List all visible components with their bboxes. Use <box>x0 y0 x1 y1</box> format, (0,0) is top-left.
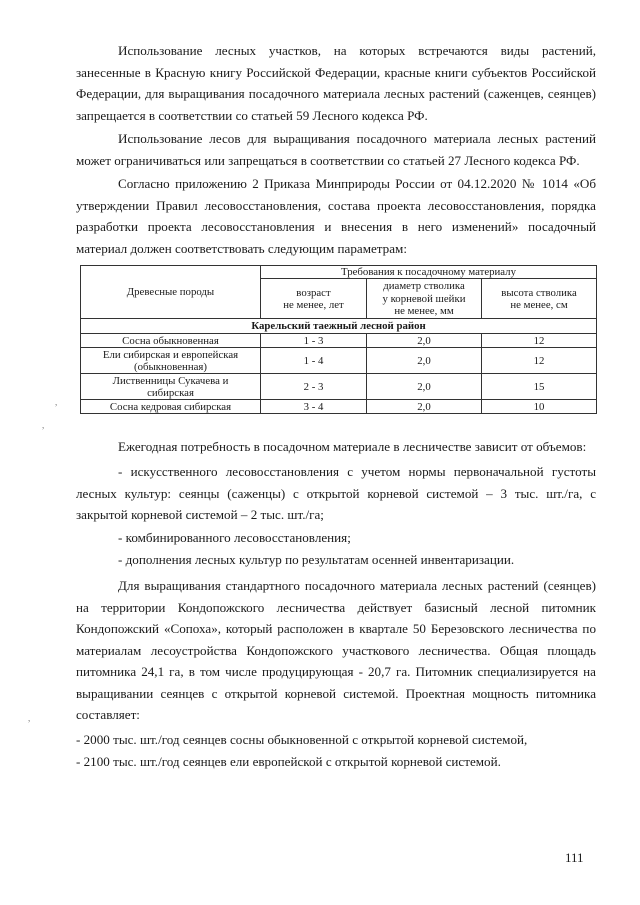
table-row <box>81 400 597 414</box>
table-row <box>81 348 597 374</box>
table-row <box>81 374 597 400</box>
paragraph-red-book: Использование лесных участков, на которых встречаются виды растений, занесенные в Красную книгу Российской Федерации, красные книги субъектов Российской Федерации, для выращивания посадочного материала лесных растений (саженцев, сеянцев) запрещается в соответствии со статьей 59 Лесного кодекса РФ. <box>76 43 596 123</box>
list-item-spruce-capacity: - 2100 тыс. шт./год сеянцев ели европейской с открытой корневой системой. <box>76 754 501 769</box>
diameter-cell: 2,0 <box>367 348 482 374</box>
list-item-pine-capacity: - 2000 тыс. шт./год сеянцев сосны обыкновенной с открытой корневой системой, <box>76 732 528 747</box>
species-cell: Лиственницы Сукачева и сибирская <box>81 374 261 400</box>
header-diameter: диаметр стволика у корневой шейки не менее, мм <box>367 279 482 319</box>
paragraph-annual-need: Ежегодная потребность в посадочном материале в лесничестве зависит от объемов: <box>118 439 587 454</box>
planting-material-requirements-table <box>80 265 597 414</box>
height-cell: 15 <box>482 374 597 400</box>
header-age: возраст не менее, лет <box>261 279 367 319</box>
table-row <box>81 334 597 348</box>
header-height: высота стволика не менее, см <box>482 279 597 319</box>
height-cell: 10 <box>482 400 597 414</box>
species-cell: Сосна обыкновенная <box>81 334 261 348</box>
paragraph-article-27: Использование лесов для выращивания посадочного материала лесных растений может ограничиваться или запрещаться в соответствии со статьей 27 Лесного кодекса РФ. <box>76 131 596 168</box>
species-cell: Ели сибирская и европейская (обыкновенная) <box>81 348 261 374</box>
paragraph-nursery: Для выращивания стандартного посадочного материала лесных растений (сеянцев) на территории Кондопожского лесничества действует базисный лесной питомник Кондопожский «Сопоха», который расположен в квартале 50 Березовского лесничества по материалам лесоустройства Кондопожского участкового лесничества. Общая площадь питомника 24,1 га, в том числе продуцирующая - 20,7 га. Питомник специализируется на выращивании сеянцев с открытой корневой системой. Проектная мощность питомника составляет: <box>76 578 596 722</box>
list-item-combined: - комбинированного лесовосстановления; <box>118 530 351 545</box>
list-item-artificial: - искусственного лесовосстановления с учетом нормы первоначальной густоты лесных культур: сеянцы (саженцы) с открытой корневой системой – 3 тыс. шт./га, с закрытой корневой системой – 2 тыс. шт./га; <box>76 464 596 522</box>
species-cell: Сосна кедровая сибирская <box>81 400 261 414</box>
scan-mark: , <box>28 713 31 723</box>
diameter-cell: 2,0 <box>367 400 482 414</box>
header-species: Древесные породы <box>81 266 261 319</box>
page-number: 111 <box>565 850 584 865</box>
age-cell: 1 - 4 <box>261 348 367 374</box>
age-cell: 1 - 3 <box>261 334 367 348</box>
age-cell: 3 - 4 <box>261 400 367 414</box>
header-requirements: Требования к посадочному материалу <box>261 266 597 279</box>
paragraph-order-1014: Согласно приложению 2 Приказа Минприроды России от 04.12.2020 № 1014 «Об утверждении Правил лесовосстановления, состава проекта лесовосстановления, порядка разработки проекта лесовосстановления и внесения в него изменений» посадочный материал должен соответствовать следующим параметрам: <box>76 176 596 256</box>
region-row: Карельский таежный лесной район <box>81 319 597 334</box>
age-cell: 2 - 3 <box>261 374 367 400</box>
list-item-supplement: - дополнения лесных культур по результатам осенней инвентаризации. <box>118 552 515 567</box>
diameter-cell: 2,0 <box>367 334 482 348</box>
diameter-cell: 2,0 <box>367 374 482 400</box>
scan-mark: , <box>55 397 58 407</box>
height-cell: 12 <box>482 334 597 348</box>
scan-mark: , <box>42 420 45 430</box>
height-cell: 12 <box>482 348 597 374</box>
